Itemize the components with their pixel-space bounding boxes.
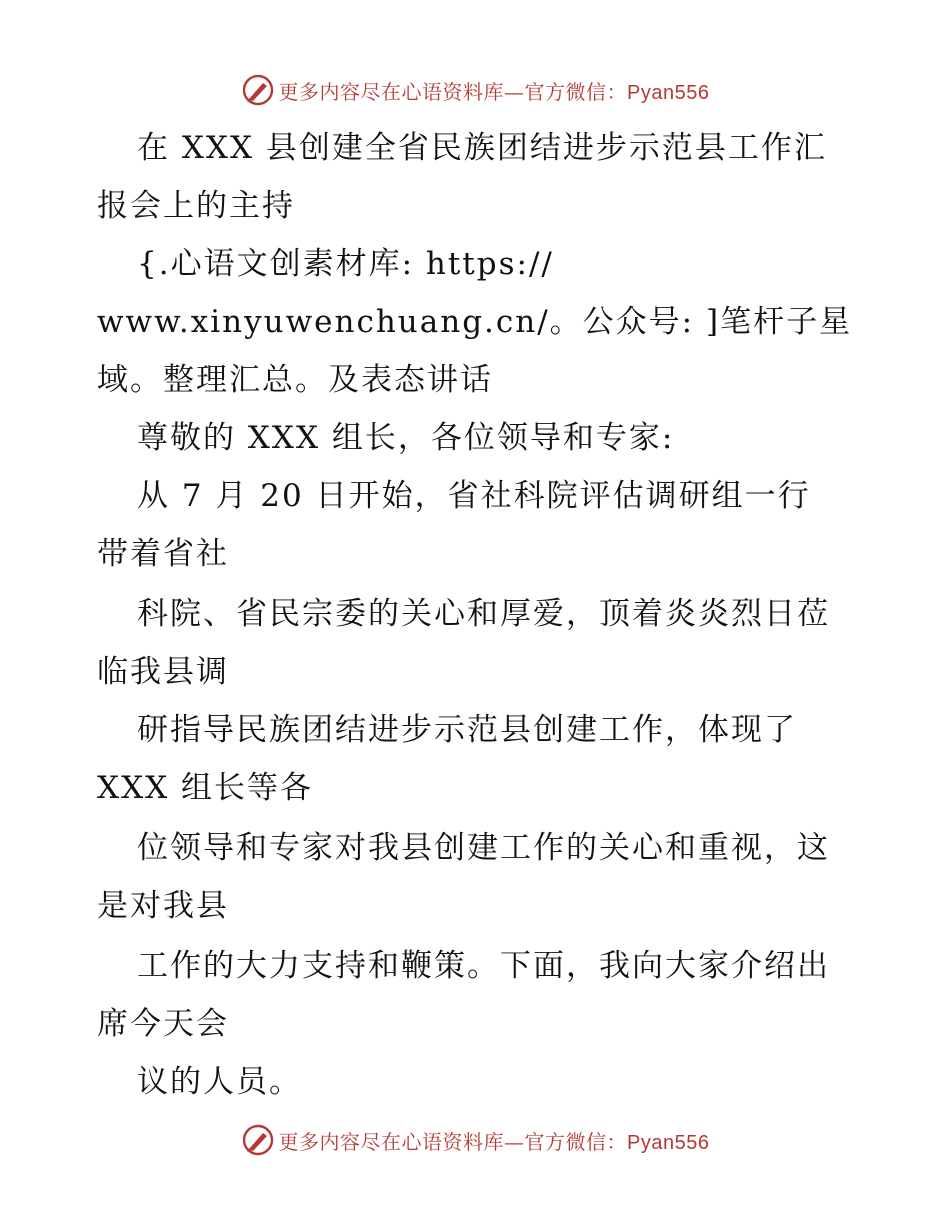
pen-logo-icon bbox=[241, 1123, 275, 1157]
doc-line: 工作的大力支持和鞭策。下面，我向大家介绍出 bbox=[137, 948, 830, 984]
doc-line: 在 XXX 县创建全省民族团结进步示范县工作汇 bbox=[137, 130, 827, 166]
doc-line: {.心语文创素材库: https:// bbox=[137, 246, 554, 282]
header-banner bbox=[0, 70, 950, 110]
footer-banner-text: 更多内容尽在心语资料库—官方微信：Pyan556 bbox=[278, 1129, 710, 1154]
doc-line: 科院、省民宗委的关心和厚爱，顶着炎炎烈日莅 bbox=[137, 596, 830, 632]
doc-line: 报会上的主持 bbox=[97, 188, 295, 224]
doc-line: 临我县调 bbox=[97, 654, 229, 690]
pen-logo-icon bbox=[241, 73, 275, 107]
header-banner-text: 更多内容尽在心语资料库—官方微信：Pyan556 bbox=[278, 79, 710, 104]
doc-line: 带着省社 bbox=[97, 536, 229, 572]
doc-line: 研指导民族团结进步示范县创建工作，体现了 bbox=[137, 712, 797, 748]
doc-line: 席今天会 bbox=[97, 1006, 229, 1042]
doc-line: 议的人员。 bbox=[137, 1064, 302, 1100]
doc-line: 从 7 月 20 日开始，省社科院评估调研组一行 bbox=[137, 478, 811, 514]
doc-line: XXX 组长等各 bbox=[97, 770, 314, 806]
doc-line: 是对我县 bbox=[97, 888, 229, 924]
doc-line: 位领导和专家对我县创建工作的关心和重视，这 bbox=[137, 830, 830, 866]
doc-line: 域。整理汇总。及表态讲话 bbox=[97, 362, 493, 398]
footer-banner bbox=[0, 1120, 950, 1160]
doc-line: www.xinyuwenchuang.cn/。公众号: ]笔杆子星 bbox=[97, 304, 853, 340]
doc-line: 尊敬的 XXX 组长，各位领导和专家: bbox=[137, 420, 675, 456]
